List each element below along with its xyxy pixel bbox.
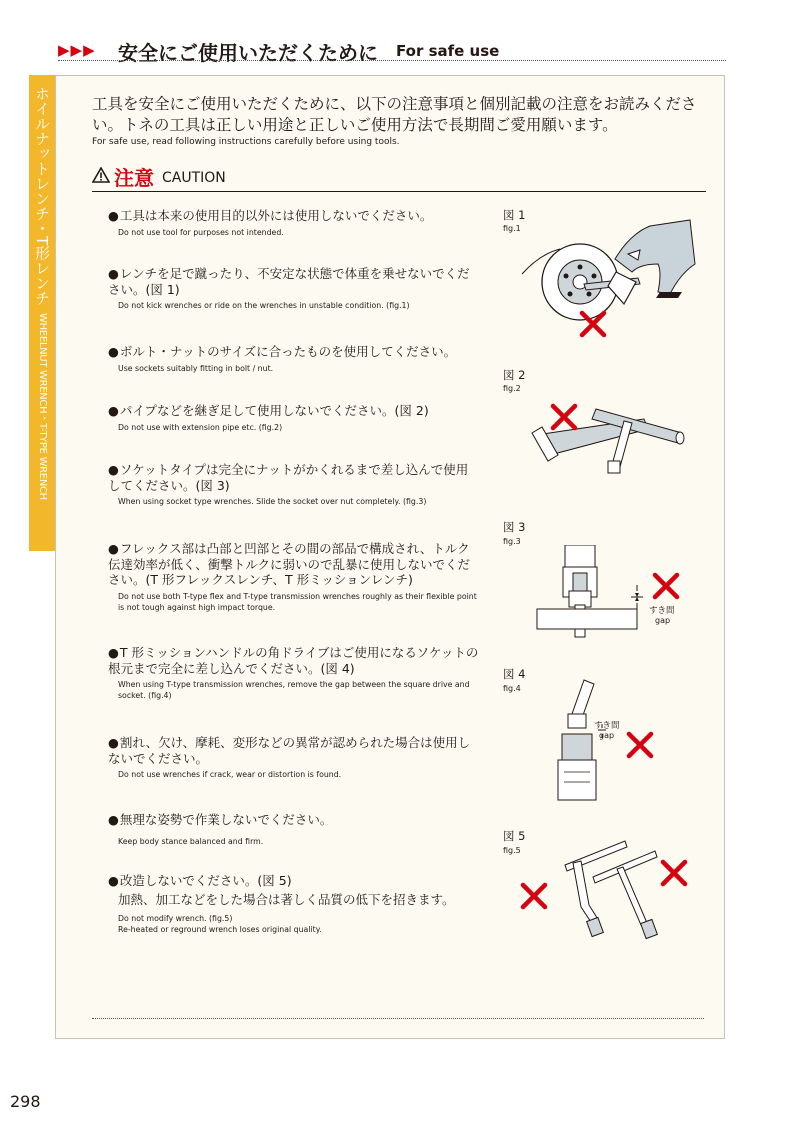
item-text-jp: T 形ミッションハンドルの角ドライブはご使用になるソケットの根元まで完全に差し込んでください。(図 4) [108, 645, 479, 676]
page-number: 298 [10, 1092, 41, 1111]
item-text-jp: 工具は本来の使用目的以外には使用しないでください。 [119, 208, 433, 223]
caution-item: ●工具は本来の使用目的以外には使用しないでください。 Do not use tool for purposes not intended. [108, 208, 480, 238]
fig3-label-en: fig.3 [503, 537, 521, 546]
header-divider [58, 60, 726, 61]
caution-divider [92, 191, 706, 192]
caution-item: ●無理な姿勢で作業しないでください。 Keep body stance balanced and firm. [108, 812, 480, 847]
item-text-en: Keep body stance balanced and firm. [118, 836, 264, 846]
fig3-prohibited-x-icon [652, 572, 680, 600]
item-text-jp: ソケットタイプは完全にナットがかくれるまで差し込んで使用してください。(図 3) [108, 462, 469, 493]
item-text-en-2: Re-heated or reground wrench loses original quality. [118, 925, 322, 934]
intro-en: For safe use, read following instructions carefully before using tools. [92, 137, 400, 147]
fig4-label-jp: 図 4 [503, 667, 526, 681]
fig3-socket-gap-illustration [535, 545, 645, 640]
page-subtitle: For safe use [396, 42, 500, 60]
fig5-prohibited-x-icon-left [520, 882, 548, 910]
fig4-gap-label-en: gap [599, 731, 615, 740]
side-tab-text [29, 86, 56, 500]
fig4-gap-label-jp: すき間 [594, 721, 620, 731]
caution-item: ●ボルト・ナットのサイズに合ったものを使用してください。 Use sockets suitably fitting in bolt / nut. [108, 344, 480, 374]
item-text-jp: 改造しないでください。(図 5) [119, 873, 292, 888]
header-arrows: ▶▶▶ [58, 41, 96, 59]
fig4-prohibited-x-icon [626, 731, 654, 759]
side-tab-en: WHEELNUT WRENCH・T-TYPE WRENCH [37, 313, 48, 501]
fig4-label-en: fig.4 [503, 684, 521, 693]
item-text-jp: パイプなどを継ぎ足して使用しないでください。(図 2) [119, 403, 429, 418]
item-text-jp: フレックス部は凸部と凹部とその間の部品で構成され、トルク伝達効率が低く、衝撃トルクに弱いので乱暴に使用しないでください。(T 形フレックスレンチ、T 形ミッションレンチ) [108, 541, 471, 587]
item-text-en: Do not use wrenches if crack, wear or distortion is found. [118, 770, 342, 779]
caution-item: ●割れ、欠け、摩耗、変形などの異常が認められた場合は使用しないでください。 Do not use wrenches if crack, wear or distortion is found. [108, 735, 480, 780]
bottom-divider [92, 1018, 704, 1019]
item-text-en: Do not use with extension pipe etc. (fig.2) [118, 422, 283, 432]
item-text-jp: ボルト・ナットのサイズに合ったものを使用してください。 [119, 344, 457, 359]
fig2-prohibited-x-icon [550, 403, 578, 431]
item-text-en: When using T-type transmission wrenches, remove the gap between the square drive and socket. (fig.4) [118, 680, 470, 700]
fig2-label-jp: 図 2 [503, 368, 526, 382]
fig3-gap-label-jp: すき間 [649, 606, 675, 616]
caution-item: ●T 形ミッションハンドルの角ドライブはご使用になるソケットの根元まで完全に差し込んでください。(図 4) When using T-type transmission wrenches, remove the gap between the square drive and socket. (fig.4) [108, 645, 479, 700]
fig1-label-jp: 図 1 [503, 208, 526, 222]
page-title: 安全にご使用いただくために [118, 41, 378, 65]
fig1-label-en: fig.1 [503, 224, 521, 233]
caution-heading-en: CAUTION [162, 170, 226, 186]
item-text-en: Use sockets suitably fitting in bolt / nut. [118, 363, 274, 373]
fig5-label-jp: 図 5 [503, 829, 526, 843]
fig5-modified-wrench-illustration [545, 835, 685, 945]
item-text-jp: レンチを足で蹴ったり、不安定な状態で体重を乗せないでください。(図 1) [108, 266, 470, 297]
item-text-jp: 無理な姿勢で作業しないでください。 [119, 812, 333, 827]
item-text-jp: 割れ、欠け、摩耗、変形などの異常が認められた場合は使用しないでください。 [108, 735, 471, 766]
caution-item: ●パイプなどを継ぎ足して使用しないでください。(図 2) Do not use with extension pipe etc. (fig.2) [108, 403, 480, 433]
fig5-label-en: fig.5 [503, 846, 521, 855]
intro-jp: 工具を安全にご使用いただくために、以下の注意事項と個別記載の注意をお読みください。トネの工具は正しい用途と正しいご使用方法で長期間ご愛用願います。 [92, 95, 697, 134]
fig3-gap-label-en: gap [655, 616, 671, 625]
side-tab-jp: ホイルナットレンチ・T形レンチ [33, 86, 51, 306]
fig2-label-en: fig.2 [503, 384, 521, 393]
item-text-en: Do not kick wrenches or ride on the wrenches in unstable condition. (fig.1) [118, 301, 410, 310]
caution-item: ●レンチを足で蹴ったり、不安定な状態で体重を乗せないでください。(図 1) Do not kick wrenches or ride on the wrenches in unstable condition. (fig.1) [108, 266, 480, 311]
fig3-label-jp: 図 3 [503, 520, 526, 534]
fig1-prohibited-x-icon [579, 310, 607, 338]
fig1-kick-wrench-illustration [520, 214, 700, 339]
item-text-en: Do not use tool for purposes not intended. [118, 227, 284, 237]
fig4-transmission-gap-illustration [550, 678, 610, 803]
fig5-prohibited-x-icon-right [660, 859, 688, 887]
warning-icon [92, 167, 110, 183]
item-text-en: Do not modify wrench. (fig.5) [118, 914, 233, 923]
item-text-en: When using socket type wrenches. Slide the socket over nut completely. (fig.3) [118, 497, 427, 506]
caution-item: ●フレックス部は凸部と凹部とその間の部品で構成され、トルク伝達効率が低く、衝撃トルクに弱いので乱暴に使用しないでください。(T 形フレックスレンチ、T 形ミッションレンチ) Do not use both T-type flex and T-type transmission wrenches roughly as their flexible point is not tough against high impact torque. [108, 541, 480, 613]
caution-heading-jp: 注意 [114, 166, 154, 190]
item-text-jp-2: 加熱、加工などをした場合は著しく品質の低下を招きます。 [118, 891, 455, 907]
caution-item: ●改造しないでください。(図 5) 加熱、加工などをした場合は著しく品質の低下を招きます。 Do not modify wrench. (fig.5) Re-heated or reground wrench loses original quality. [108, 873, 480, 935]
item-text-en: Do not use both T-type flex and T-type transmission wrenches roughly as their flexible point is not tough against high impact torque. [118, 591, 477, 612]
caution-item: ●ソケットタイプは完全にナットがかくれるまで差し込んで使用してください。(図 3) When using socket type wrenches. Slide the socket over nut completely. (fig.3) [108, 462, 480, 507]
